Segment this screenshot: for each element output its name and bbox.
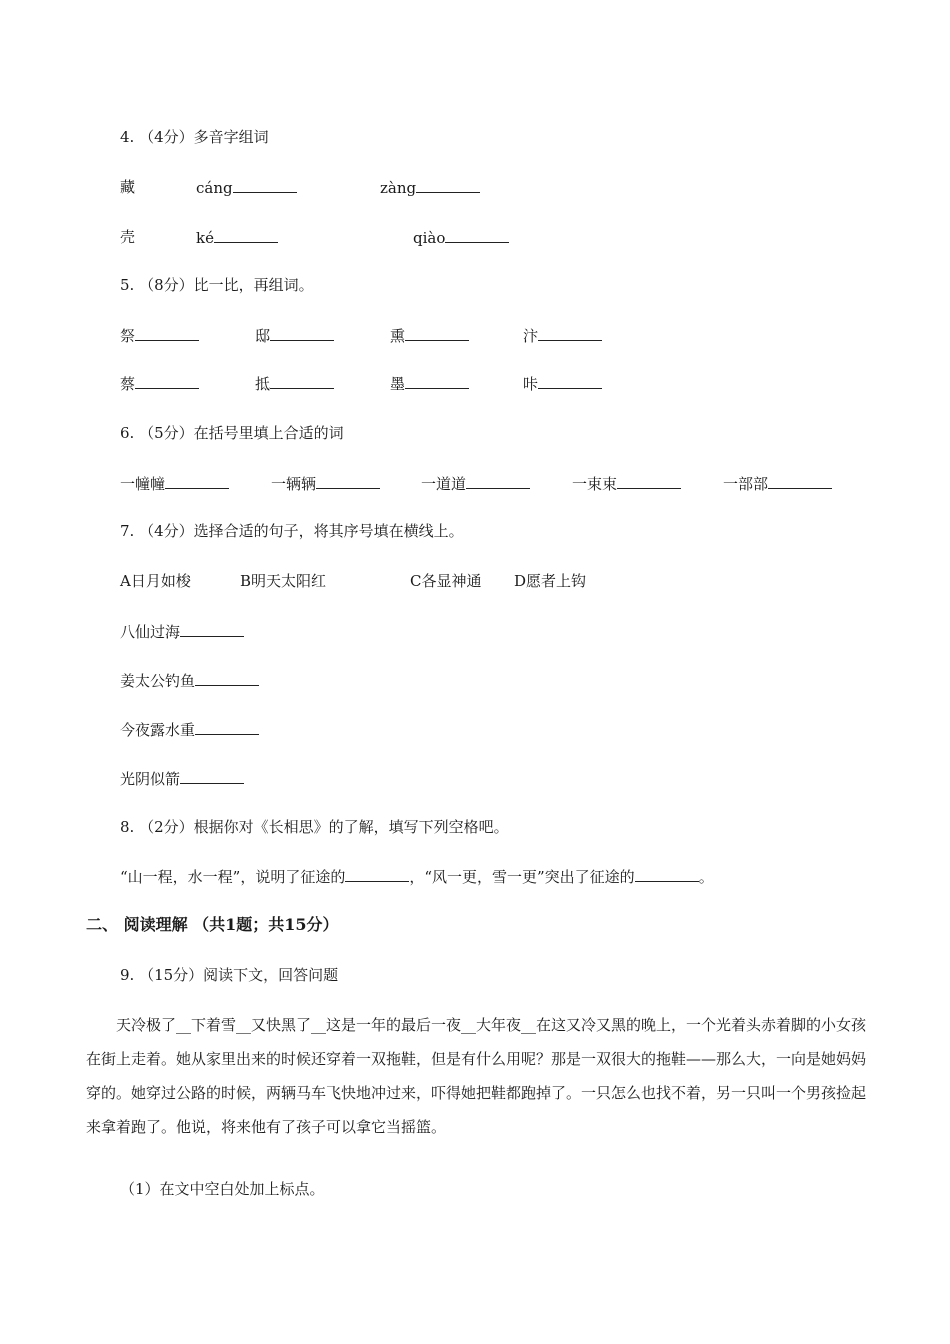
idiom: 姜太公钓鱼 xyxy=(120,672,196,690)
q4-row-1-pinyin-1 xyxy=(196,176,297,199)
answer-blank[interactable] xyxy=(270,324,334,341)
q5-row1-item xyxy=(120,324,199,347)
q5-title: 5. （8分）比一比，再组词。 xyxy=(120,276,314,294)
q4-char-2: 壳 xyxy=(120,228,136,246)
q4-title: 4. （4分）多音字组词 xyxy=(120,128,269,146)
sentence-part: “山一程，水一程”，说明了征途的 xyxy=(120,868,346,886)
answer-blank[interactable] xyxy=(538,324,602,341)
sentence-part: 。 xyxy=(698,868,714,886)
q7-option-a: A日月如梭 xyxy=(120,572,191,590)
measure-word: 一束束 xyxy=(572,475,618,493)
q6-item xyxy=(421,472,530,495)
idiom: 八仙过海 xyxy=(120,623,181,641)
section-heading: 二、 阅读理解 （共1题；共15分） xyxy=(86,915,339,934)
answer-blank[interactable] xyxy=(405,372,469,389)
q9-sub-question-1: （1）在文中空白处加上标点。 xyxy=(120,1180,325,1198)
q7-item xyxy=(120,767,244,790)
char: 蔡 xyxy=(120,375,136,393)
q5-row2-item xyxy=(390,372,469,395)
q7-title: 7. （4分）选择合适的句子，将其序号填在横线上。 xyxy=(120,522,464,540)
answer-blank[interactable] xyxy=(405,324,469,341)
answer-blank[interactable] xyxy=(768,472,832,489)
char: 熏 xyxy=(390,327,406,345)
pinyin: zàng xyxy=(380,179,417,197)
answer-blank[interactable] xyxy=(195,718,259,735)
q6-item xyxy=(120,472,229,495)
pinyin: qiào xyxy=(413,229,446,247)
q4-row-2-pinyin-2 xyxy=(413,226,509,249)
q4-char-1: 藏 xyxy=(120,178,136,196)
q6-item xyxy=(572,472,681,495)
q9-title: 9. （15分）阅读下文，回答问题 xyxy=(120,966,339,984)
q6-item xyxy=(271,472,380,495)
pinyin: ké xyxy=(196,229,214,247)
q8-sentence xyxy=(120,865,714,888)
q6-title: 6. （5分）在括号里填上合适的词 xyxy=(120,424,344,442)
answer-blank[interactable] xyxy=(180,767,244,784)
q7-option-b: B明天太阳红 xyxy=(240,572,327,590)
answer-blank[interactable] xyxy=(617,472,681,489)
char: 祭 xyxy=(120,327,136,345)
answer-blank[interactable] xyxy=(345,865,409,882)
q4-row-2-pinyin-1 xyxy=(196,226,278,249)
answer-blank[interactable] xyxy=(270,372,334,389)
answer-blank[interactable] xyxy=(135,372,199,389)
q4-row-1-pinyin-2 xyxy=(380,176,480,199)
q5-row2-item xyxy=(120,372,199,395)
answer-blank[interactable] xyxy=(416,176,480,193)
char: 汴 xyxy=(523,327,539,345)
answer-blank[interactable] xyxy=(635,865,699,882)
answer-blank[interactable] xyxy=(445,226,509,243)
q7-option-d: D愿者上钩 xyxy=(514,572,587,590)
sentence-part: ，“风一更，雪一更”突出了征途的 xyxy=(409,868,635,886)
q6-item xyxy=(723,472,832,495)
q5-row1-item xyxy=(255,324,334,347)
q7-option-c: C各显神通 xyxy=(410,572,482,590)
pinyin: cáng xyxy=(196,179,233,197)
answer-blank[interactable] xyxy=(316,472,380,489)
answer-blank[interactable] xyxy=(466,472,530,489)
answer-blank[interactable] xyxy=(135,324,199,341)
char: 墨 xyxy=(390,375,406,393)
q5-row2-item xyxy=(255,372,334,395)
reading-passage: 天冷极了__下着雪__又快黑了__这是一年的最后一夜__大年夜__在这又冷又黑的晚上，一个光着头赤着脚的小女孩在街上走着。她从家里出来的时候还穿着一双拖鞋，但是有什么用呢？那是一双很大的拖鞋——那么大，一向是她妈妈穿的。她穿过公路的时候，两辆马车飞快地冲过来，吓得她把鞋都跑掉了。一只怎么也找不着，另一只叫一个男孩捡起来拿着跑了。他说，将来他有了孩子可以拿它当摇篮。 xyxy=(86,1016,867,1136)
q7-item xyxy=(120,669,259,692)
q7-item xyxy=(120,620,244,643)
idiom: 今夜露水重 xyxy=(120,721,196,739)
measure-word: 一部部 xyxy=(723,475,769,493)
measure-word: 一幢幢 xyxy=(120,475,166,493)
measure-word: 一道道 xyxy=(421,475,467,493)
char: 咔 xyxy=(523,375,539,393)
q5-row1-item xyxy=(390,324,469,347)
q5-row1-item xyxy=(523,324,602,347)
answer-blank[interactable] xyxy=(195,669,259,686)
q7-item xyxy=(120,718,259,741)
answer-blank[interactable] xyxy=(180,620,244,637)
q5-row2-item xyxy=(523,372,602,395)
measure-word: 一辆辆 xyxy=(271,475,317,493)
answer-blank[interactable] xyxy=(538,372,602,389)
answer-blank[interactable] xyxy=(214,226,278,243)
answer-blank[interactable] xyxy=(165,472,229,489)
answer-blank[interactable] xyxy=(233,176,297,193)
q8-title: 8. （2分）根据你对《长相思》的了解，填写下列空格吧。 xyxy=(120,818,509,836)
char: 抵 xyxy=(255,375,271,393)
char: 邸 xyxy=(255,327,271,345)
idiom: 光阴似箭 xyxy=(120,770,181,788)
